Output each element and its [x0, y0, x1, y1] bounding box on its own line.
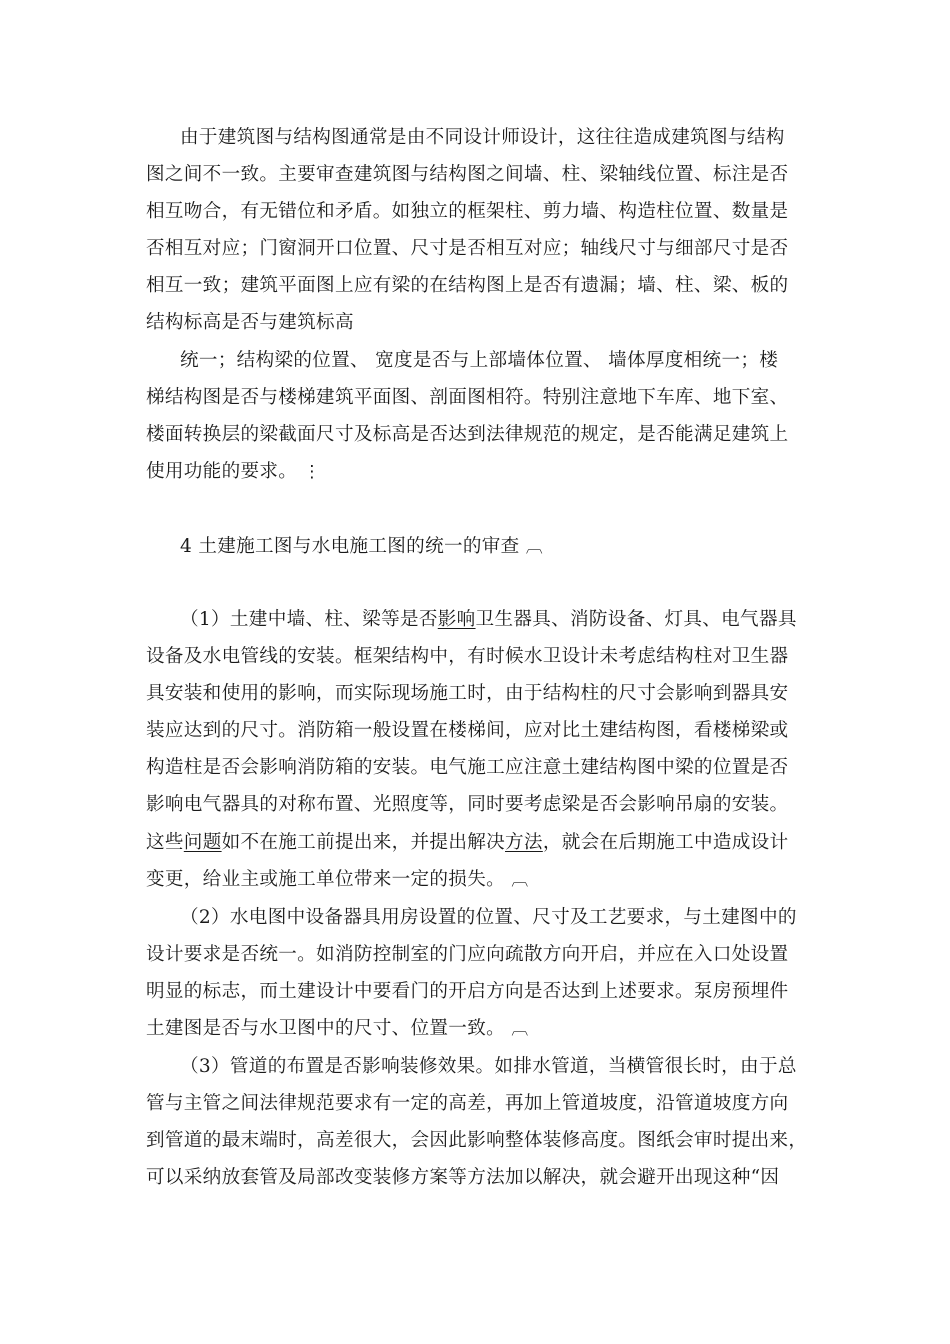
paragraph-mark-icon: ︹ [511, 870, 529, 890]
link-method[interactable]: 方法 [505, 832, 543, 853]
para-3-line-1-b: 卫生器具、消防设备、灯具、电气器具 [475, 609, 797, 630]
para-3-line-1 [180, 608, 797, 632]
para-3-line-7-c: ，就会在后期施工中造成设计 [542, 832, 789, 853]
para-1-line-5: 相互一致；建筑平面图上应有梁的在结构图上是否有遗漏；墙、柱、梁、板的 [146, 275, 789, 296]
paragraph-mark-icon: ︹ [511, 1019, 529, 1039]
para-4-line-3: 明显的标志，而土建设计中要看门的开启方向是否达到上述要求。泵房预埋件 [146, 981, 789, 1002]
para-1-line-2: 图之间不一致。主要审查建筑图与结构图之间墙、柱、梁轴线位置、标注是否 [146, 164, 789, 185]
para-2-line-4-text: 使用功能的要求。 [146, 461, 298, 482]
para-2-line-3: 楼面转换层的梁截面尺寸及标高是否达到法律规范的规定，是否能满足建筑上 [146, 424, 789, 445]
para-3-line-6: 影响电气器具的对称布置、光照度等，同时要考虑梁是否会影响吊扇的安装。 [146, 794, 789, 815]
section-heading [180, 535, 543, 559]
section-heading-text: 4 土建施工图与水电施工图的统一的审查 [180, 536, 520, 557]
para-2-line-2: 梯结构图是否与楼梯建筑平面图、剖面图相符。特别注意地下车库、地下室、 [146, 387, 789, 408]
para-3-line-7-b: 如不在施工前提出来，并提出解决 [221, 832, 506, 853]
para-4-line-4 [146, 1017, 529, 1041]
para-3-line-8-text: 变更，给业主或施工单位带来一定的损失。 [146, 869, 505, 890]
link-problem[interactable]: 问题 [183, 832, 222, 853]
para-1-line-3: 相互吻合，有无错位和矛盾。如独立的框架柱、剪力墙、构造柱位置、数量是 [146, 201, 789, 222]
para-1-line-6: 结构标高是否与建筑标高 [146, 312, 354, 333]
heading-mark-icon: ︹ [525, 537, 544, 557]
para-3-line-1-a: （1）土建中墙、柱、梁等是否 [180, 609, 438, 630]
para-5-line-4: 可以采纳放套管及局部改变装修方案等方法加以解决，就会避开出现这种“因 [146, 1167, 780, 1188]
para-3-line-5: 构造柱是否会影响消防箱的安装。电气施工应注意土建结构图中梁的位置是否 [146, 757, 789, 778]
ellipsis-mark-icon: ⋮ [303, 462, 321, 482]
para-4-line-2: 设计要求是否统一。如消防控制室的门应向疏散方向开启，并应在入口处设置 [146, 944, 789, 965]
para-5-line-3: 到管道的最末端时，高差很大，会因此影响整体装修高度。图纸会审时提出来， [146, 1130, 808, 1151]
link-impact[interactable]: 影响 [437, 609, 476, 630]
para-1-line-4: 否相互对应；门窗洞开口位置、尺寸是否相互对应；轴线尺寸与细部尺寸是否 [146, 238, 789, 259]
para-1-line-1: 由于建筑图与结构图通常是由不同设计师设计，这往往造成建筑图与结构 [180, 127, 785, 148]
para-4-line-4-text: 土建图是否与水卫图中的尺寸、位置一致。 [146, 1018, 505, 1039]
para-2-line-4 [146, 460, 321, 484]
para-3-line-4: 装应达到的尺寸。消防箱一般设置在楼梯间，应对比土建结构图，看楼梯梁或 [146, 720, 789, 741]
para-5-line-1: （3）管道的布置是否影响装修效果。如排水管道，当横管很长时，由于总 [180, 1056, 797, 1077]
para-3-line-7 [146, 831, 788, 855]
para-3-line-3: 具安装和使用的影响，而实际现场施工时，由于结构柱的尺寸会影响到器具安 [146, 683, 789, 704]
para-3-line-7-a: 这些 [146, 832, 184, 853]
para-3-line-2: 设备及水电管线的安装。框架结构中，有时候水卫设计未考虑结构柱对卫生器 [146, 646, 789, 667]
para-2-line-1: 统一；结构梁的位置、 宽度是否与上部墙体位置、 墙体厚度相统一；楼 [180, 350, 779, 371]
para-5-line-2: 管与主管之间法律规范要求有一定的高差，再加上管道坡度，沿管道坡度方向 [146, 1093, 789, 1114]
para-3-line-8 [146, 868, 529, 892]
para-4-line-1: （2）水电图中设备器具用房设置的位置、尺寸及工艺要求，与土建图中的 [180, 907, 797, 928]
